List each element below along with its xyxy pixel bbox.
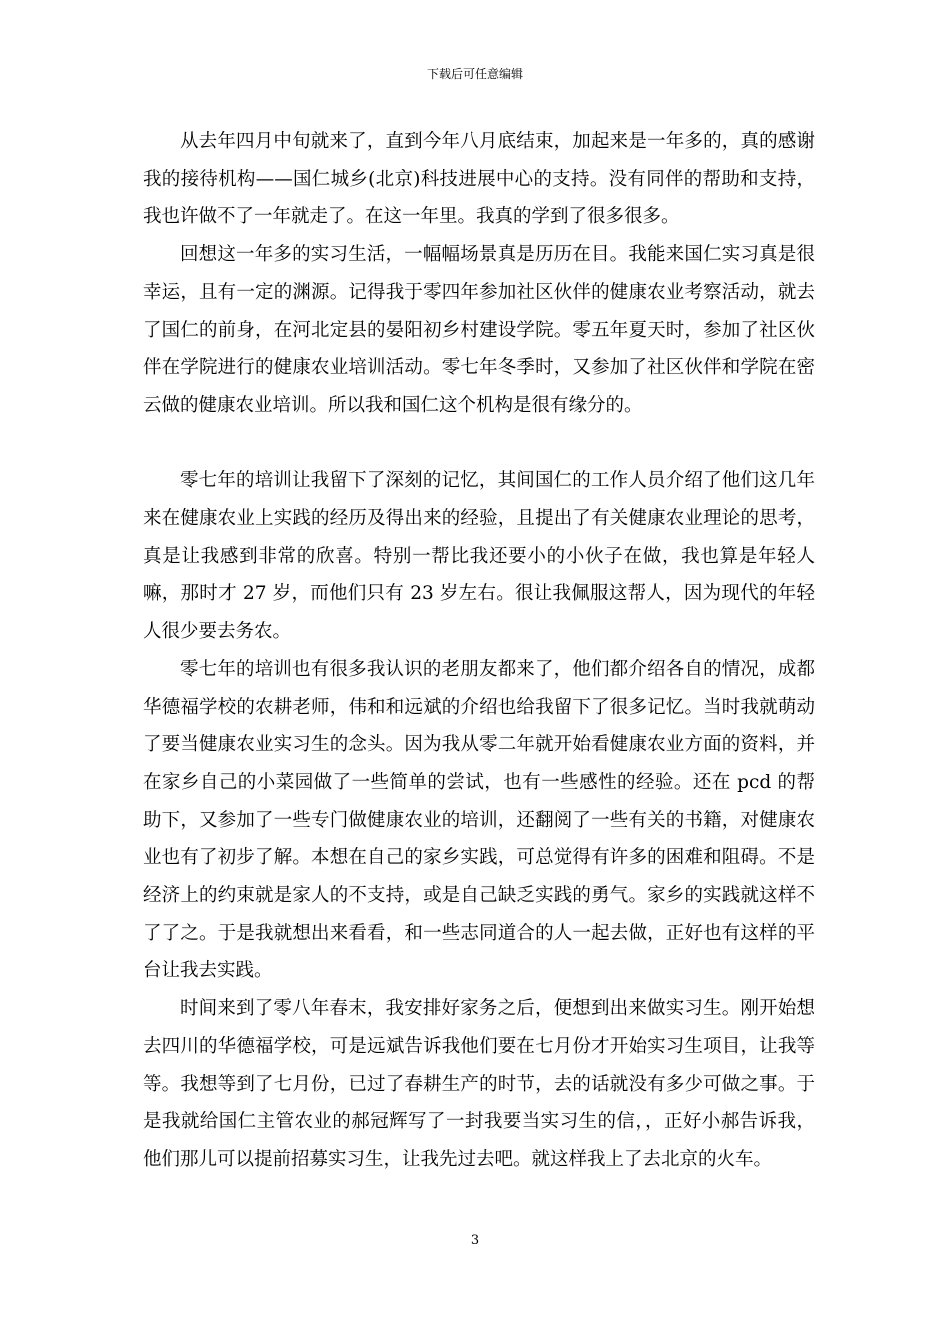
paragraph-1: 从去年四月中旬就来了，直到今年八月底结束，加起来是一年多的，真的感谢我的接待机构——国仁城乡(北京)科技进展中心的支持。没有同伴的帮助和支持，我也许做不了一年就走了。在这一年里。我真的学到了很多很多。 [143,131,815,228]
paragraph-3: 零七年的培训让我留下了深刻的记忆，其间国仁的工作人员介绍了他们这几年来在健康农业上实践的经历及得出来的经验，且提出了有关健康农业理论的思考，真是让我感到非常的欣喜。特别一帮比我还要小的小伙子在做，我也算是年轻人嘛，那时才 27 岁，而他们只有 23 岁左右。很让我佩服这帮人，因为现代的年轻人很少要去务农。 [143,470,815,643]
page-header: 下载后可任意编辑 [426,67,523,81]
paragraph-2: 回想这一年多的实习生活，一幅幅场景真是历历在目。我能来国仁实习真是很幸运，且有一定的渊源。记得我于零四年参加社区伙伴的健康农业考察活动，就去了国仁的前身，在河北定县的晏阳初乡村建设学院。零五年夏天时，参加了社区伙伴在学院进行的健康农业培训活动。零七年冬季时，又参加了社区伙伴和学院在密云做的健康农业培训。所以我和国仁这个机构是很有缘分的。 [143,244,815,416]
body-text [143,123,815,1179]
paragraph-4: 零七年的培训也有很多我认识的老朋友都来了，他们都介绍各自的情况，成都华德福学校的农耕老师，伟和和远斌的介绍也给我留下了很多记忆。当时我就萌动了要当健康农业实习生的念头。因为我从零二年就开始看健康农业方面的资料，并在家乡自己的小菜园做了一些简单的尝试，也有一些感性的经验。还在 pcd 的帮助下，又参加了一些专门做健康农业的培训，还翻阅了一些有关的书籍，对健康农业也有了初步了解。本想在自己的家乡实践，可总觉得有许多的困难和阻碍。不是经济上的约束就是家人的不支持，或是自己缺乏实践的勇气。家乡的实践就这样不了了之。于是我就想出来看看，和一些志同道合的人一起去做，正好也有这样的平台让我去实践。 [143,658,815,982]
paragraph-5: 时间来到了零八年春末，我安排好家务之后，便想到出来做实习生。刚开始想去四川的华德福学校，可是远斌告诉我他们要在七月份才开始实习生项目，让我等等。我想等到了七月份，已过了春耕生产的时节，去的话就没有多少可做之事。于是我就给国仁主管农业的郝冠辉写了一封我要当实习生的信，，正好小郝告诉我，他们那儿可以提前招募实习生，让我先过去吧。就这样我上了去北京的火车。 [143,998,815,1170]
page-number: 3 [470,1233,480,1248]
